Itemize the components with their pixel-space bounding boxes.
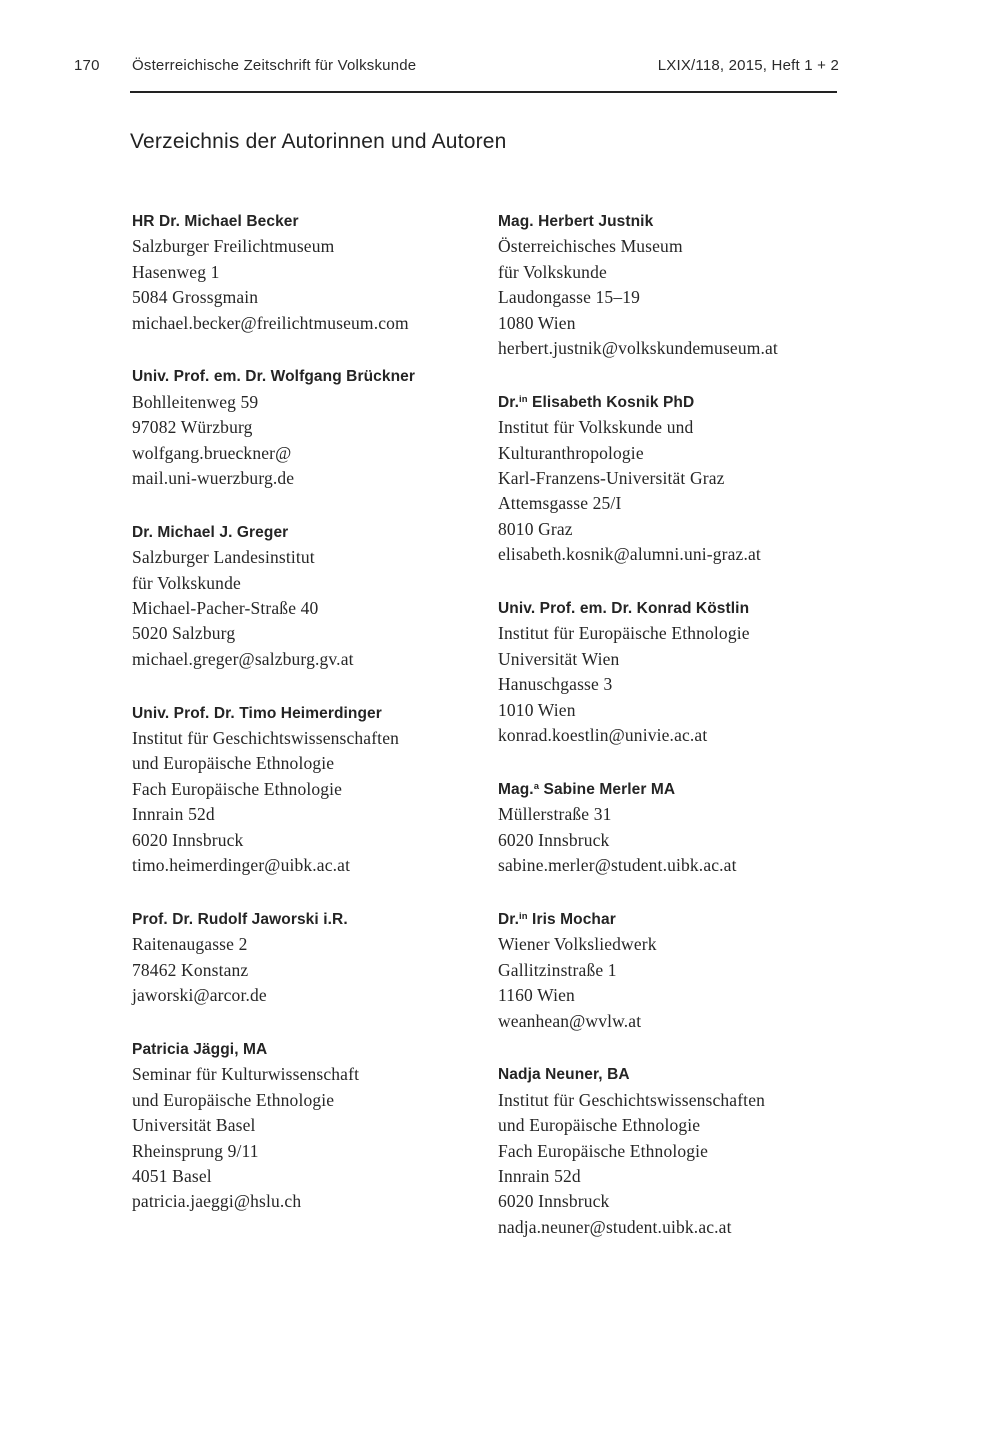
address-line: Institut für Europäische Ethnologie: [498, 623, 750, 644]
address-line: Michael-Pacher-Straße 40: [132, 598, 319, 619]
address-line: Rheinsprung 9/11: [132, 1140, 259, 1161]
page-number: 170: [74, 57, 100, 74]
author-name-sup: in: [518, 393, 528, 405]
address-line: Fach Europäische Ethnologie: [498, 1140, 709, 1161]
address-line: für Volkskunde: [498, 261, 607, 282]
author-entry: [498, 593, 864, 748]
running-header: [74, 57, 839, 74]
address-line: Innrain 52d: [498, 1165, 581, 1186]
author-name-sup: a: [533, 780, 540, 792]
author-name: [132, 1034, 498, 1062]
address-line: Hasenweg 1: [132, 261, 220, 282]
author-name-text: Univ. Prof. em. Dr. Konrad Köstlin: [498, 600, 750, 618]
author-name-rest: Iris Mochar: [527, 910, 616, 928]
author-entry: [132, 904, 498, 1009]
author-name-text: Dr.: [498, 393, 519, 411]
email-line: weanhean@wvlw.at: [498, 1010, 642, 1031]
address-line: Institut für Geschichtswissenschaften: [498, 1089, 766, 1110]
address-line: Institut für Geschichtswissenschaften: [132, 728, 400, 749]
author-name-text: HR Dr. Michael Becker: [132, 213, 299, 230]
address-line: 97082 Würzburg: [132, 417, 253, 438]
author-name: [132, 361, 498, 389]
author-name: [132, 904, 498, 932]
address-line: 78462 Konstanz: [132, 959, 249, 980]
email-line: timo.heimerdinger@uibk.ac.at: [132, 855, 351, 876]
email-line: mail.uni-wuerzburg.de: [132, 468, 295, 489]
address-line: 1160 Wien: [498, 985, 575, 1006]
address-line: Fach Europäische Ethnologie: [132, 778, 343, 799]
author-name-text: Univ. Prof. em. Dr. Wolfgang Brückner: [132, 368, 416, 386]
address-line: Hanuschgasse 3: [498, 674, 613, 695]
author-name-sup: in: [518, 910, 528, 922]
author-name-text: Prof. Dr. Rudolf Jaworski i.R.: [132, 910, 348, 928]
address-line: Raitenaugasse 2: [132, 934, 248, 955]
email-line: michael.greger@salzburg.gv.at: [132, 648, 354, 669]
address-line: 1080 Wien: [498, 312, 576, 333]
author-name-text: Nadja Neuner, BA: [498, 1066, 630, 1084]
email-line: wolfgang.brueckner@: [132, 442, 292, 463]
email-line: konrad.koestlin@univie.ac.at: [498, 725, 708, 746]
email-line: jaworski@arcor.de: [132, 985, 267, 1006]
author-entry: [132, 361, 498, 491]
email-line: elisabeth.kosnik@alumni.uni-graz.at: [498, 544, 761, 565]
address-line: Universität Basel: [132, 1115, 256, 1136]
address-line: Wiener Volksliedwerk: [498, 934, 657, 955]
address-line: 5084 Grossgmain: [132, 287, 259, 308]
issue-info: LXIX/118, 2015, Heft 1 + 2: [657, 57, 839, 74]
author-entry: [132, 1034, 498, 1215]
address-line: Salzburger Freilichtmuseum: [132, 236, 335, 257]
address-line: und Europäische Ethnologie: [132, 753, 335, 774]
author-name-text: Dr. Michael J. Greger: [132, 523, 289, 541]
author-name-text: Mag.: [498, 780, 534, 798]
author-name: [498, 387, 864, 415]
author-entry: [132, 206, 498, 336]
address-line: Österreichisches Museum: [498, 236, 683, 257]
author-entry: [498, 904, 864, 1034]
address-line: Gallitzinstraße 1: [498, 959, 617, 980]
address-line: Attemsgasse 25/I: [498, 493, 622, 514]
author-name: [132, 517, 498, 545]
author-column-left: [132, 206, 498, 1266]
author-name: [498, 1059, 864, 1087]
author-name: [498, 774, 864, 802]
address-line: Bohlleitenweg 59: [132, 391, 259, 412]
address-line: 1010 Wien: [498, 699, 576, 720]
email-line: nadja.neuner@student.uibk.ac.at: [498, 1216, 732, 1237]
email-line: herbert.justnik@volkskundemuseum.at: [498, 338, 778, 359]
email-line: sabine.merler@student.uibk.ac.at: [498, 855, 737, 876]
author-entry: [498, 387, 864, 568]
author-entry: [498, 206, 864, 361]
address-line: und Europäische Ethnologie: [498, 1115, 701, 1136]
address-line: Salzburger Landesinstitut: [132, 547, 315, 568]
address-line: 4051 Basel: [132, 1165, 212, 1186]
author-column-right: [498, 206, 864, 1266]
address-line: Karl-Franzens-Universität Graz: [498, 468, 725, 489]
address-line: für Volkskunde: [132, 572, 241, 593]
author-entry: [132, 517, 498, 672]
author-entry: [498, 774, 864, 879]
author-name-text: Univ. Prof. Dr. Timo Heimerdinger: [132, 704, 382, 722]
address-line: Laudongasse 15–19: [498, 287, 641, 308]
address-line: Innrain 52d: [132, 804, 215, 825]
author-entry: [132, 698, 498, 879]
email-line: patricia.jaeggi@hslu.ch: [132, 1191, 302, 1212]
address-line: Müllerstraße 31: [498, 804, 612, 825]
author-name-rest: Sabine Merler MA: [539, 780, 676, 798]
address-line: Seminar für Kulturwissenschaft: [132, 1064, 360, 1085]
email-line: michael.becker@freilichtmuseum.com: [132, 312, 409, 333]
author-name-text: Mag. Herbert Justnik: [498, 213, 654, 230]
author-name-rest: Elisabeth Kosnik PhD: [527, 393, 695, 411]
address-line: Kulturanthropologie: [498, 442, 644, 463]
page-title: Verzeichnis der Autorinnen und Autoren: [130, 130, 507, 153]
author-name: [498, 904, 864, 932]
address-line: 6020 Innsbruck: [498, 829, 610, 850]
address-line: und Europäische Ethnologie: [132, 1089, 335, 1110]
address-line: 6020 Innsbruck: [132, 829, 244, 850]
author-name-text: Patricia Jäggi, MA: [132, 1040, 268, 1058]
journal-name: Österreichische Zeitschrift für Volkskunde: [132, 57, 417, 74]
address-line: 8010 Graz: [498, 518, 573, 539]
author-name: [132, 698, 498, 726]
address-line: Institut für Volkskunde und: [498, 417, 694, 438]
author-name-text: Dr.: [498, 910, 519, 928]
author-name: [498, 593, 864, 621]
author-name: [132, 206, 498, 234]
header-rule: [130, 91, 837, 93]
address-line: Universität Wien: [498, 648, 620, 669]
address-line: 5020 Salzburg: [132, 623, 236, 644]
author-entry: [498, 1059, 864, 1240]
author-name: [498, 206, 864, 234]
author-columns: [132, 206, 880, 1266]
address-line: 6020 Innsbruck: [498, 1191, 610, 1212]
